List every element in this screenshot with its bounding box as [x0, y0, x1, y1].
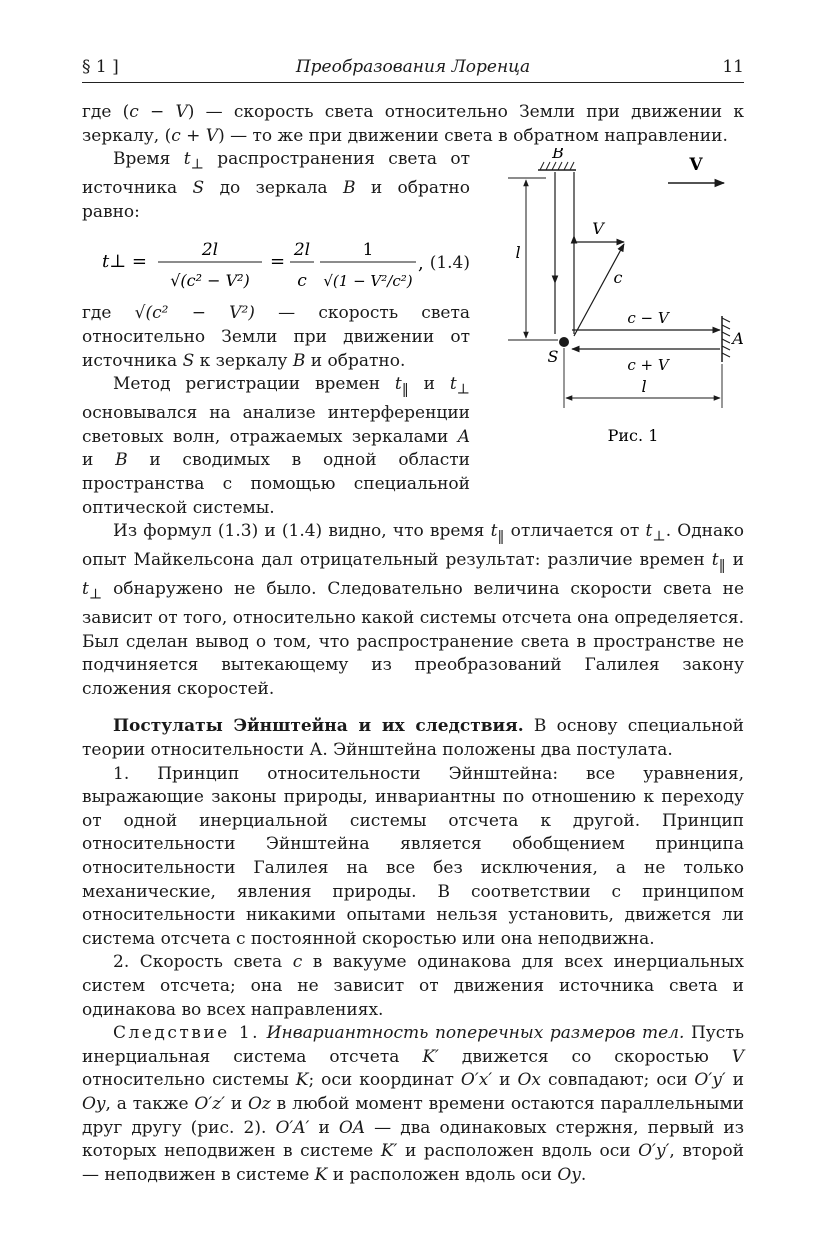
header-rule [82, 82, 744, 83]
paragraph-6: Постулаты Эйнштейна и их следствия. В основу специальной теории относительности А. Эйнштейна положены два постулата. [82, 716, 745, 761]
corollary-lead: Следствие 1. [113, 1023, 261, 1044]
label-l-horizontal: l [641, 377, 647, 397]
eq-den3: √(1 − V²/c²) [323, 272, 413, 291]
mirror-a-hatch [722, 318, 730, 357]
section-gap [82, 701, 744, 715]
figure-caption: Рис. 1 [607, 426, 659, 446]
label-c-plus-v: c + V [627, 356, 669, 375]
paragraph-3: где √(c² − V²) — скорость света относительно Земли при движении от источника S к зеркалу B и обратно. [82, 303, 470, 371]
page-number: 11 [722, 57, 744, 77]
paragraph-5: Из формул (1.3) и (1.4) видно, что время $t_‖$ отличается от $t_\perp$. Однако опыт Майкельсона дал отрицательный результат: различие времен $t_‖$ и $t_\perp$ обнаружено не было. Следовательно величина скорости света не зависит от того, относительно какой системы отсчета она определяется. Был сделан вывод о том, что распространение света в пространстве не подчиняется вытекающему из преобразований Галилея закону сложения скоростей. [82, 521, 745, 699]
running-header [82, 56, 744, 80]
triangle-c [574, 244, 624, 336]
label-c: c [613, 268, 623, 288]
eq-num1: 2l [201, 240, 219, 261]
eq-num2: 2l [293, 240, 311, 261]
mirror-b-hatch [540, 162, 574, 170]
eq-comma: , [418, 253, 424, 275]
label-v-bold: V [689, 155, 703, 176]
figure-1 [488, 148, 744, 520]
equation-number: (1.4) [429, 252, 470, 273]
equation-1-4 [102, 232, 470, 294]
eq-lhs: t⊥ = [102, 251, 147, 273]
paragraph-7: 1. Принцип относительности Эйнштейна: все уравнения, выражающие законы природы, инвариантны по отношению к переходу от одной инерциальной системы отсчета к другой. Принцип относительности Эйнштейна является обобщением принципа относительности Галилея на все без исключения, а не только механические, явления природы. В соответствии с принципом относительности никакими опытами нельзя установить, движется ли система отсчета с постоянной скоростью или она неподвижна. [82, 763, 744, 949]
paragraph-4: Метод регистрации времен $t_‖$ и $t_\perp$ основывался на анализе интерференции световых волн, отражаемых зеркалами A и B и сводимых в одной области пространства с помощью специальной оптической системы. [82, 374, 470, 518]
paragraph-9: Следствие 1. Инвариантность поперечных размеров тел. Пусть инерциальная система отсчета K′ движется со скоростью V относительно системы K; оси координат O′x′ и Ox совпадают; оси O′y′ и Oy, а также O′z′ и Oz в любой момент времени остаются параллельными друг другу (рис. 2). O′A′ и OA — два одинаковых стержня, первый из которых неподвижен в системе K′ и расположен вдоль оси O′y′, второй — неподвижен в системе K и расположен вдоль оси Oy. [82, 1023, 745, 1185]
label-a: A [732, 329, 744, 349]
corollary-title: Инвариантность поперечных размеров тел. [266, 1023, 685, 1044]
label-s: S [547, 347, 559, 367]
eq-num3: 1 [362, 240, 374, 261]
formula-svg [102, 232, 422, 294]
left-column [82, 148, 470, 520]
book-page [82, 56, 744, 1187]
section-marker: § 1 ] [82, 57, 119, 77]
paragraph-8: 2. Скорость света c в вакууме одинакова для всех инерциальных систем отсчета; она не зависит от движения источника света и одинакова во всех направлениях. [82, 952, 744, 1020]
chapter-title: Преобразования Лоренца [295, 57, 531, 77]
michelson-diagram [488, 148, 744, 448]
label-c-minus-v: c − V [627, 309, 669, 328]
label-b: B [552, 148, 564, 163]
paragraph-1: где (c − V) — скорость света относительно Земли при движении к зеркалу, (c + V) — то же при движении света в обратном направлении. [82, 102, 744, 146]
label-l-vertical: l [515, 243, 521, 263]
eq-equals: = [270, 251, 286, 273]
source-s [559, 337, 569, 347]
text-with-figure [82, 148, 744, 520]
eq-den2: c [297, 271, 307, 292]
section-heading: Постулаты Эйнштейна и их следствия. [113, 716, 524, 737]
label-v: V [592, 219, 604, 239]
paragraph-2: Время $t_\perp$ распространения света от источника S до зеркала B и обратно равно: [82, 149, 470, 222]
eq-den1: √(c² − V²) [170, 271, 250, 291]
